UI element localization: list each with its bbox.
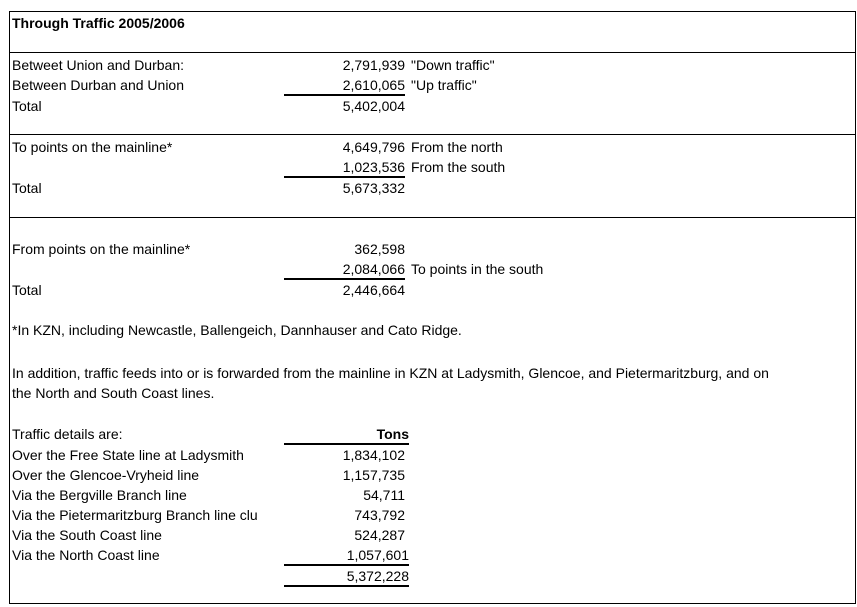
- details-row-label: Via the South Coast line: [12, 527, 162, 543]
- footnote: *In KZN, including Newcastle, Ballengeich, Dannhauser and Cato Ridge.: [12, 322, 462, 338]
- section2-total-label: Total: [12, 180, 42, 196]
- details-row-value: 54,711: [363, 487, 405, 503]
- details-header-label: Traffic details are:: [12, 426, 123, 442]
- section1-total-value: 5,402,004: [342, 98, 405, 114]
- section2-row2-value: 1,023,536: [284, 157, 405, 178]
- section3-total-value: 2,446,664: [342, 282, 405, 298]
- section3-total-label: Total: [12, 282, 42, 298]
- details-header-unit: Tons: [284, 424, 409, 445]
- section3-row2-value: 2,084,066: [284, 259, 405, 280]
- details-row-label: Via the Bergville Branch line: [12, 487, 187, 503]
- section1-row2-note: "Up traffic": [411, 77, 477, 93]
- section2-row1-value: 4,649,796: [342, 139, 405, 155]
- section-divider-2: [9, 217, 856, 218]
- section1-row2-value: 2,610,065: [284, 75, 405, 96]
- section1-row1-note: "Down traffic": [411, 57, 495, 73]
- details-total-value: 5,372,228: [284, 566, 409, 587]
- section2-row1-label: To points on the mainline*: [12, 139, 173, 155]
- details-row-label: Over the Glencoe-Vryheid line: [12, 467, 200, 483]
- section1-row1-label: Betweet Union and Durban:: [12, 57, 184, 73]
- section2-row1-note: From the north: [411, 139, 503, 155]
- details-row-label: Over the Free State line at Ladysmith: [12, 447, 244, 463]
- section2-total-value: 5,673,332: [342, 180, 405, 196]
- section1-total-label: Total: [12, 98, 42, 114]
- section3-row2-note: To points in the south: [411, 261, 544, 277]
- section1-row2-label: Between Durban and Union: [12, 77, 185, 93]
- title-divider: [9, 52, 856, 53]
- section-divider-1: [9, 134, 856, 135]
- addition-text-line2: the North and South Coast lines.: [12, 385, 215, 401]
- section3-row1-label: From points on the mainline*: [12, 241, 191, 257]
- page-title: Through Traffic 2005/2006: [12, 15, 185, 31]
- details-row-value: 1,057,601: [284, 545, 409, 566]
- details-row-value: 524,287: [354, 527, 405, 543]
- details-row-value: 1,834,102: [342, 447, 405, 463]
- section2-row2-note: From the south: [411, 159, 506, 175]
- details-row-label: Via the Pietermaritzburg Branch line clu: [12, 507, 258, 523]
- details-row-label: Via the North Coast line: [12, 547, 160, 563]
- addition-text-line1: In addition, traffic feeds into or is forwarded from the mainline in KZN at Ladysmith, Glencoe, and Pietermaritzburg, and on: [12, 365, 769, 381]
- details-row-value: 743,792: [354, 507, 405, 523]
- section3-row1-value: 362,598: [354, 241, 405, 257]
- section1-row1-value: 2,791,939: [342, 57, 405, 73]
- details-row-value: 1,157,735: [342, 467, 405, 483]
